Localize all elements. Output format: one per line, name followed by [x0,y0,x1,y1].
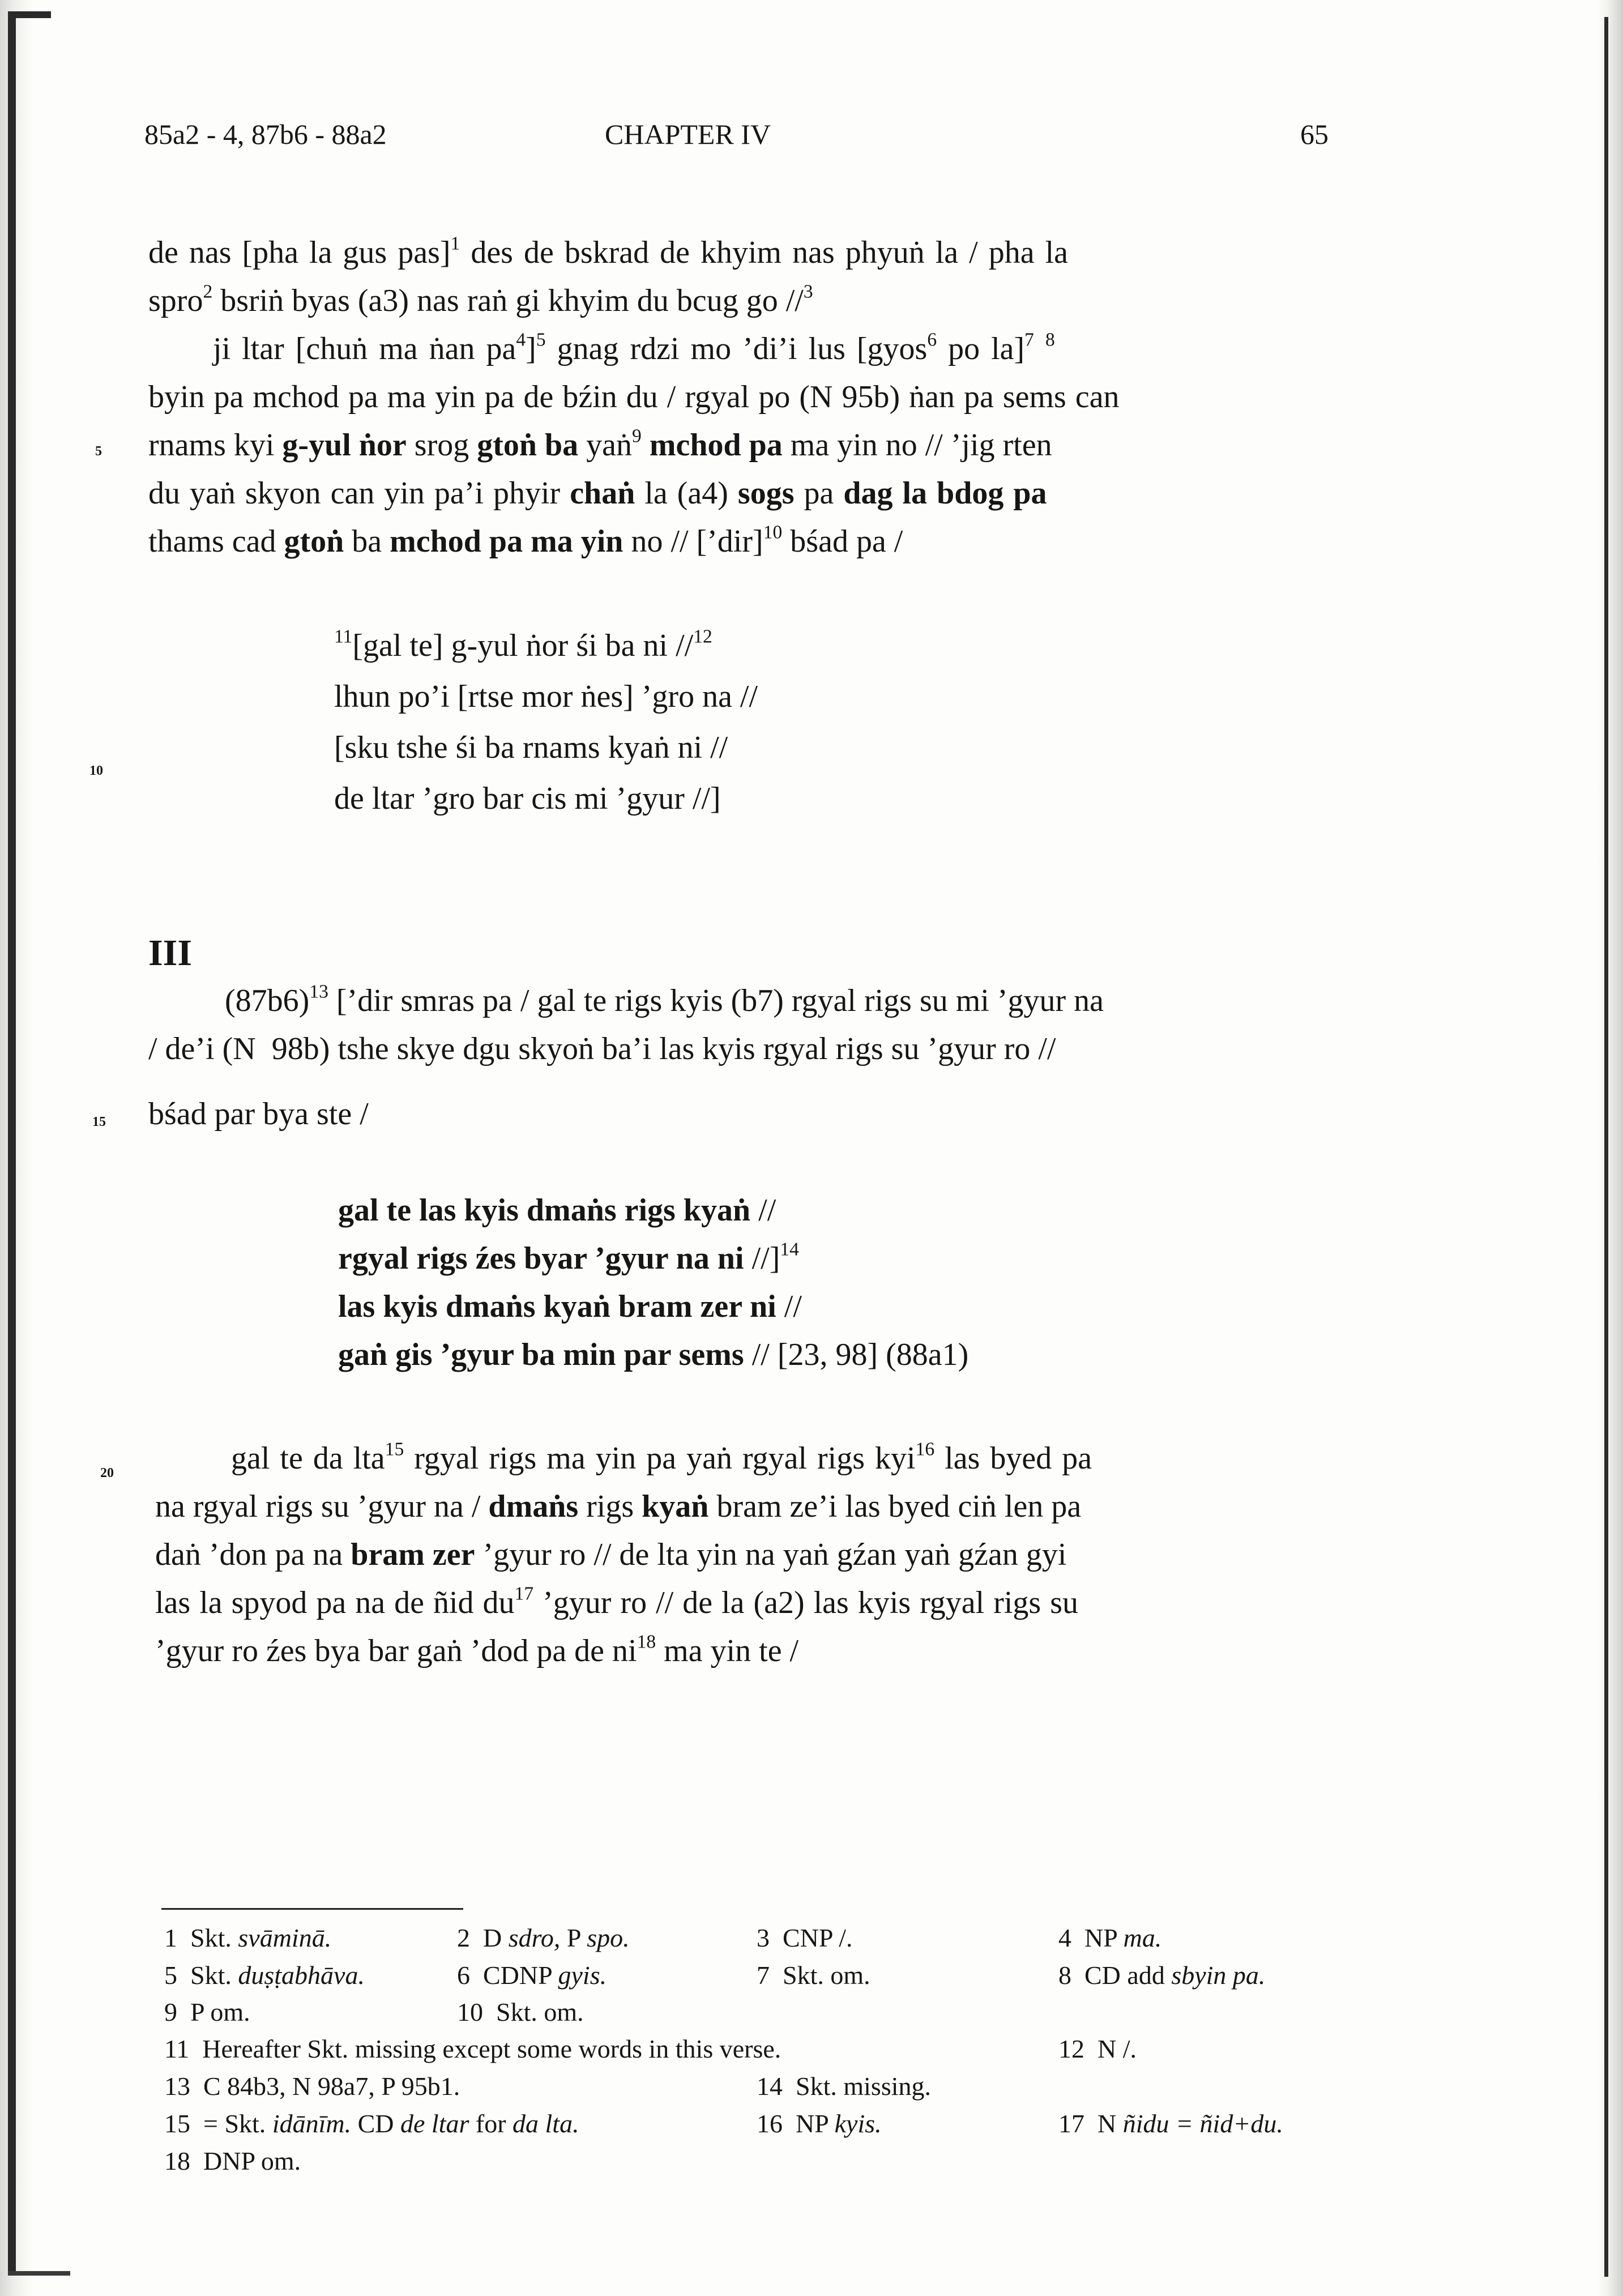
body-line-24: las la spyod pa na de ñid $du^{17}$ ’gyur ro // de la (a2) las kyis rgyal rigs su [155,1583,1079,1620]
verse1-line-4: de ltar ’gro bar cis mi ’gyur //] [334,781,721,816]
scan-right-shadow [1604,17,1608,2277]
body-line-3: ji ltar [chuṅ ma ṅan $pa^4]^5$ gnag rdzi mo ’di’i lus [gyos$^6$ po la]$^7$ $^8$ [213,329,1055,366]
footnote-5: 5 Skt. duṣṭabhāva. [164,1961,365,1990]
footnote-7: 7 Skt. om. [757,1961,870,1990]
footnote-11: 11 Hereafter Skt. missing except some words in this verse. [164,2034,781,2063]
body-line-25: ’gyur ro źes bya bar gaṅ ’dod pa de $ni^{18}$ ma yin te / [155,1631,799,1668]
footnote-18: 18 DNP om. [164,2146,301,2175]
verse1-line-2: lhun po’i [rtse mor ṅes] ’gro na // [334,679,758,714]
footnote-2: 2 D sdro, P spo. [457,1923,630,1952]
scan-corner-top [8,11,51,18]
verse2-line-3: las kyis dmaṅs kyaṅ bram zer ni // [338,1289,802,1324]
verse2-line-1: gal te las kyis dmaṅs rigs kyaṅ // [338,1193,776,1228]
header-page-number: 65 [1300,118,1329,150]
footnote-13: 13 C 84b3, N 98a7, P 95b1. [164,2072,460,2101]
scan-left-edge [0,0,33,2296]
body-line-21: gal te da lta$^{15}$ rgyal rigs ma yin pa yaṅ rgyal rigs kyi$^{16}$ las byed pa [231,1439,1092,1476]
body-line-22: na rgyal rigs su ’gyur na / dmaṅs rigs kyaṅ bram ze’i las byed ciṅ len pa [155,1489,1082,1524]
header-folio-range: 85a2 - 4, 87b6 - 88a2 [144,118,387,150]
footnote-1: 1 Skt. svāminā. [164,1923,332,1952]
body-line-5: rnams kyi g-yul ṅor srog gtoṅ ba yaṅ$^9$ mchod pa ma yin no // ’jig rten [148,425,1052,463]
footnote-9: 9 P om. [164,1998,250,2026]
line-number-15: 15 [92,1115,106,1129]
body-line-7: thams cad gtoṅ ba mchod pa ma yin no // [’dir]$^{10}$ bśad pa / [148,522,903,559]
body-line-6: du yaṅ skyon can yin pa’i phyir chaṅ la (a4) sogs pa dag la bdog pa [148,476,1047,511]
body-line-4: byin pa mchod pa ma yin pa de bźin du / rgyal po (N 95b) ṅan pa sems can [148,379,1120,415]
footnote-8: 8 CD add sbyin pa. [1058,1961,1266,1990]
footnote-6: 6 CDNP gyis. [457,1961,607,1990]
scan-right-edge [1597,0,1623,2296]
line-number-10: 10 [89,763,103,778]
header-chapter: CHAPTER IV [605,118,771,150]
verse2-line-2: rgyal rigs źes byar ’gyur na ni //]$^{14}$ [338,1239,799,1276]
body-line-14: $(87b6)^{13}$ [’dir smras pa / gal te rigs kyis (b7) rgyal rigs su mi ’gyur na [225,981,1104,1018]
scan-corner-bottom [8,2271,70,2276]
verse1-line-1: $^{11}$[gal te] g-yul ṅor śi ba ni //$^{12}$ [334,626,712,663]
section-heading: III [148,932,193,974]
verse2-line-4: gaṅ gis ’gyur ba min par sems // [23, 98] (88a1) [338,1337,969,1372]
scan-binding-shadow [8,11,16,2271]
footnote-3: 3 CNP /. [757,1923,853,1952]
body-line-1: de nas [pha la gus pas]$^1$ des de bskrad de khyim nas phyuṅ la / pha la [148,233,1068,270]
footnote-10: 10 Skt. om. [457,1998,584,2026]
verse1-line-3: [sku tshe śi ba rnams kyaṅ ni // [334,730,728,765]
line-number-20: 20 [100,1466,114,1480]
footnote-17: 17 N ñidu = ñid+du. [1058,2109,1283,2138]
body-line-16: bśad par bya ste / [148,1096,369,1132]
line-number-5: 5 [95,444,102,459]
body-line-15: / de’i (N 98b) tshe skye dgu skyoṅ ba’i las kyis rgyal rigs su ’gyur ro // [148,1031,1056,1066]
footnote-15: 15 = Skt. idānīm. CD de ltar for da lta. [164,2109,579,2138]
body-line-2: spro$^2$ bsriṅ byas (a3) nas raṅ gi khyim du bcug go //$^3$ [148,281,813,318]
body-line-23: daṅ ’don pa na bram zer ’gyur ro // de lta yin na yaṅ gźan yaṅ gźan gyi [155,1537,1067,1572]
footnote-14: 14 Skt. missing. [757,2072,932,2101]
footnote-rule [161,1908,463,1910]
footnote-12: 12 N /. [1058,2034,1137,2063]
footnote-4: 4 NP ma. [1058,1923,1162,1952]
footnote-16: 16 NP kyis. [757,2109,882,2138]
